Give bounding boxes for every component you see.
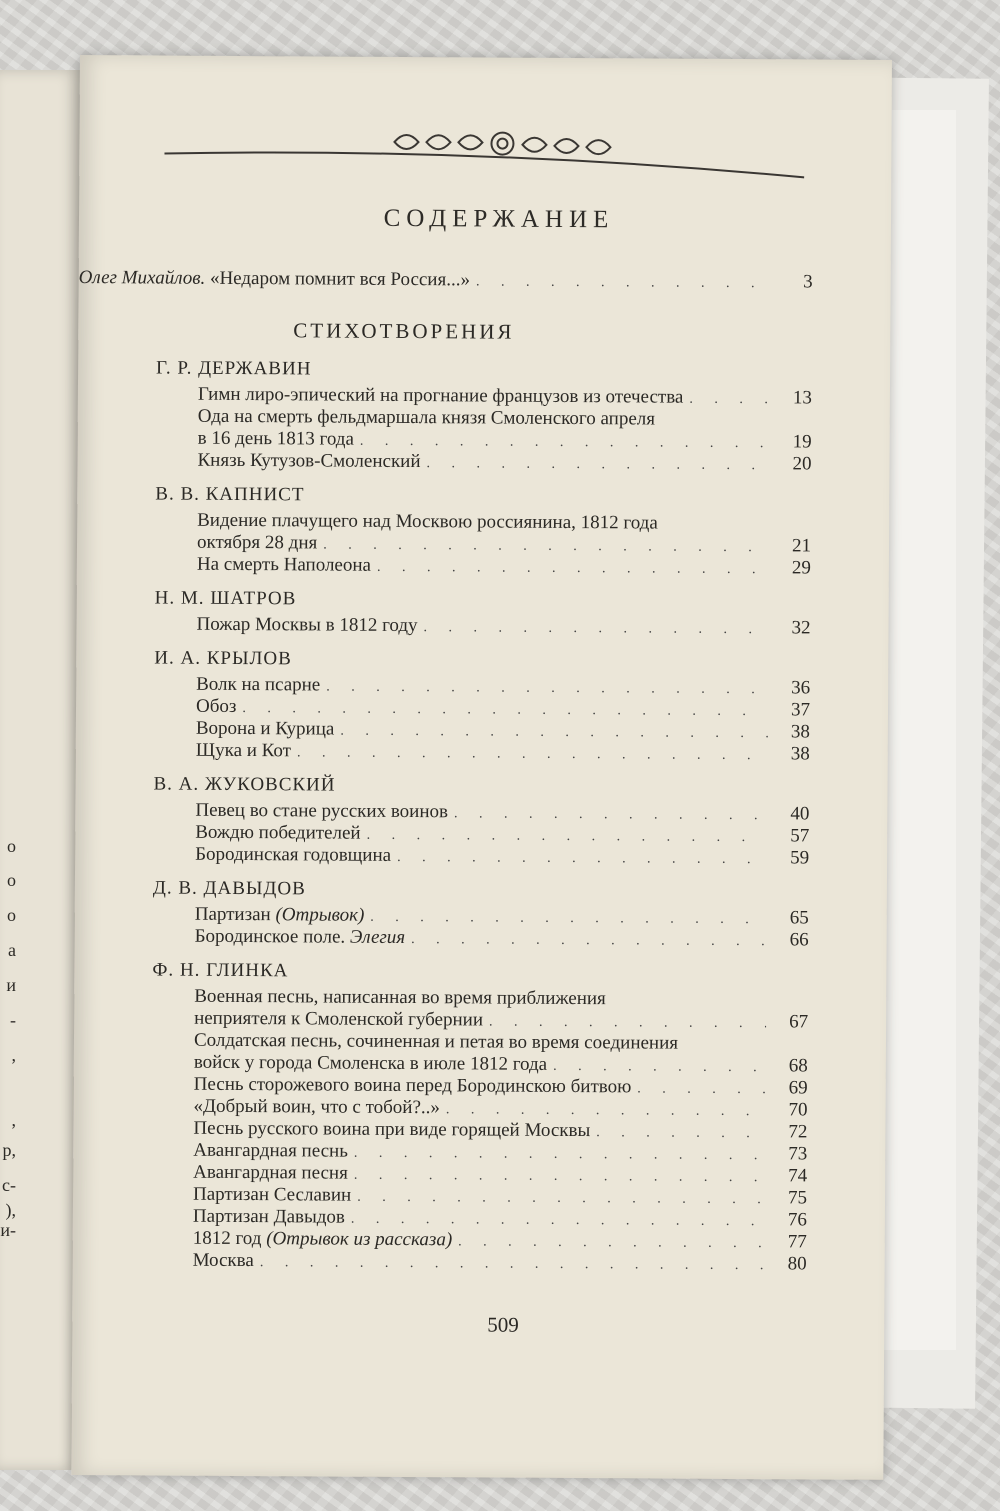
dot-leader — [612, 1004, 766, 1005]
toc-entry-title — [193, 1162, 348, 1185]
toc-entry-title-text: войск у города Смоленска в июле 1812 года — [193, 1051, 548, 1075]
toc-entry-page: 72 — [788, 1121, 808, 1143]
dot-leader — [423, 620, 768, 638]
toc-entry-title-text: Песнь сторожевого воина перед Бородинскою битвою — [193, 1073, 632, 1098]
toc-entry-title-text: Вождю победителей — [195, 821, 361, 844]
toc-entry-title — [193, 1250, 254, 1272]
toc-entry-page: 68 — [788, 1055, 808, 1077]
toc-entry-title — [197, 510, 658, 535]
toc-entry-page: 74 — [788, 1165, 808, 1187]
toc-entry-title — [196, 696, 237, 718]
toc-entry-page: 73 — [788, 1143, 808, 1165]
dot-leader — [357, 1190, 765, 1208]
dot-leader — [354, 1146, 765, 1165]
toc-entry-title-text: Князь Кутузов-Смоленский — [197, 449, 421, 473]
toc-entry-title — [194, 1008, 483, 1032]
dot-leader — [326, 680, 768, 699]
left-page-fragment: , — [11, 1110, 16, 1130]
dot-leader — [553, 1059, 766, 1076]
toc-entry-title-text: Ода на смерть фельдмаршала князя Смоленского апреля — [197, 405, 656, 430]
dot-leader — [426, 456, 769, 474]
toc-entry-page: 70 — [788, 1099, 808, 1121]
author-heading: В. В. КАПНИСТ — [155, 483, 305, 506]
toc-entry-page: 21 — [791, 535, 812, 557]
toc-entry-page: 57 — [790, 825, 810, 847]
intro-entry[interactable] — [79, 267, 813, 293]
toc-entry-page: 29 — [791, 557, 811, 579]
toc-entry-title — [196, 740, 291, 763]
page-number: 509 — [487, 1312, 519, 1337]
toc-entry-title — [198, 406, 655, 431]
toc-entry-title — [195, 844, 391, 867]
toc-entry-title-text: Обоз — [195, 695, 237, 717]
toc-entry-title — [195, 800, 448, 824]
toc-entry-title-text: Видение плачущего над Москвою россиянина, 1812 года — [197, 509, 658, 534]
intro-title: «Недаром помнит вся Россия...» — [209, 267, 471, 291]
toc-entry-title-text: Ворона и Курица — [195, 717, 335, 740]
section-heading: СТИХОТВОРЕНИЯ — [293, 318, 515, 344]
toc-entry-page: 32 — [791, 617, 811, 639]
toc-entry-title-text: Авангардная песнь — [193, 1139, 348, 1162]
left-page-fragment: ), — [5, 1200, 16, 1220]
toc-entry-title — [194, 1052, 547, 1076]
toc-entry-page: 13 — [792, 387, 812, 409]
dot-leader — [360, 434, 770, 453]
left-page-fragment: о — [7, 905, 16, 925]
toc-entry-page: 76 — [787, 1209, 807, 1231]
toc-entry-page: 65 — [789, 907, 809, 929]
dot-leader — [397, 850, 767, 868]
toc-entry-title-text: Певец во стане русских воинов — [195, 799, 449, 823]
toc-entry-title — [193, 1228, 453, 1252]
intro-page: 3 — [803, 271, 813, 293]
toc-entry-title — [193, 1140, 348, 1163]
dot-leader — [661, 425, 770, 426]
toc-entry-title-text: На смерть Наполеона — [196, 553, 372, 576]
dot-leader — [242, 701, 768, 720]
toc-entry-title-text: Партизан Давыдов — [192, 1205, 345, 1228]
dot-leader — [476, 274, 771, 292]
left-page-fragment: а — [8, 940, 16, 960]
toc-entry[interactable] — [193, 1250, 807, 1276]
toc-entry-title-text: Партизан Сеславин — [192, 1183, 352, 1206]
dot-leader — [458, 1234, 765, 1252]
toc-entry-title-text: Волк на псарне — [196, 673, 321, 696]
toc-entry-subtitle: (Отрывок) — [275, 904, 365, 926]
dot-leader — [664, 529, 769, 530]
toc-entry-title — [197, 450, 420, 473]
toc-entry-title — [198, 428, 354, 451]
dot-leader — [354, 1168, 765, 1187]
ornament-divider — [164, 96, 805, 190]
toc-entry-page: 69 — [788, 1077, 808, 1099]
toc-entry-title — [196, 674, 320, 697]
toc-entry-title-text: неприятеля к Смоленской губернии — [194, 1007, 484, 1031]
toc-entry-title-text: «Добрый воин, что с тобой?..» — [193, 1095, 440, 1119]
page-title: СОДЕРЖАНИЕ — [383, 204, 615, 234]
toc-entry-page: 77 — [787, 1231, 807, 1253]
left-page-edge — [0, 70, 80, 1470]
left-page-fragment: , — [11, 1045, 16, 1065]
toc-entry-title-text: в 16 день 1813 года — [197, 427, 355, 450]
toc-entry-page: 38 — [790, 743, 810, 765]
author-heading: И. А. КРЫЛОВ — [154, 647, 292, 670]
toc-entry-page: 40 — [790, 803, 810, 825]
dot-leader — [370, 910, 766, 928]
author-heading: В. А. ЖУКОВСКИЙ — [153, 773, 336, 796]
left-page-fragment: о — [7, 836, 16, 856]
toc-entry-page: 66 — [789, 929, 809, 951]
toc-entry-page: 37 — [790, 699, 811, 721]
dot-leader — [454, 806, 767, 824]
left-page-fragment: - — [10, 1010, 16, 1030]
toc-entry-page: 36 — [791, 677, 811, 699]
toc-entry-page: 38 — [790, 721, 810, 743]
toc-entry-title-text: Солдатская песнь, сочиненная и петая во время соединения — [193, 1029, 679, 1054]
left-page-fragment: и- — [0, 1220, 16, 1240]
toc-entry[interactable] — [197, 450, 811, 476]
toc-entry[interactable] — [196, 614, 810, 640]
dot-leader — [446, 1102, 766, 1120]
toc-entry-page: 75 — [787, 1187, 808, 1209]
dot-leader — [297, 745, 768, 764]
toc-entry-page: 20 — [792, 453, 812, 475]
toc-entry-title-text: Партизан — [194, 903, 271, 926]
left-page-fragment: и — [6, 975, 16, 995]
left-page-fragment: о — [7, 870, 16, 890]
toc-entry-title — [198, 384, 684, 409]
dot-leader — [596, 1125, 765, 1142]
toc-entry-title-text: Гимн лиро-эпический на прогнание французов из отечества — [197, 383, 684, 408]
left-page-fragment: с- — [2, 1175, 16, 1195]
dot-leader — [411, 932, 767, 950]
author-heading: Ф. Н. ГЛИНКА — [152, 959, 289, 982]
toc-entry-title — [193, 1118, 590, 1142]
toc-entry-title — [196, 718, 335, 741]
toc-entry-title — [197, 532, 317, 555]
dot-leader — [377, 560, 769, 578]
toc-entry-page: 67 — [789, 1011, 809, 1033]
toc-entry-title-text: Москва — [192, 1249, 254, 1272]
toc-entry[interactable] — [195, 926, 809, 952]
toc-entry-title — [197, 554, 371, 577]
intro-author: Олег Михайлов. — [78, 266, 206, 289]
toc-entry-subtitle: (Отрывок из рассказа) — [266, 1228, 453, 1251]
toc-entry-title-text: Военная песнь, написанная во время приближения — [194, 985, 606, 1010]
author-heading: Н. М. ШАТРОВ — [154, 587, 297, 610]
toc-entry-title — [193, 1184, 351, 1207]
toc-entry-title — [196, 614, 417, 637]
toc-entry-title — [194, 1030, 678, 1055]
toc-entry-title-text: Авангардная песня — [193, 1161, 348, 1184]
toc-entry-title-text: Щука и Кот — [195, 739, 292, 762]
toc-entry-title — [195, 904, 365, 927]
toc-entry-title — [194, 1096, 440, 1120]
dot-leader — [260, 1255, 765, 1274]
toc-entry-page: 59 — [790, 847, 810, 869]
toc-entry[interactable] — [195, 844, 809, 870]
toc-entry-title-text: Бородинская годовщина — [195, 843, 392, 866]
author-heading: Г. Р. ДЕРЖАВИН — [156, 357, 312, 380]
dot-leader — [689, 392, 770, 408]
toc-entry-title-text: 1812 год — [192, 1227, 262, 1250]
toc-entry-page: 19 — [792, 431, 812, 453]
dot-leader — [367, 828, 768, 846]
left-page-fragment: р, — [2, 1140, 16, 1160]
dot-leader — [637, 1081, 765, 1098]
toc-entry-page: 80 — [787, 1253, 807, 1275]
toc-entry-subtitle: Элегия — [349, 926, 406, 949]
dot-leader — [340, 724, 768, 743]
author-heading: Д. В. ДАВЫДОВ — [152, 877, 306, 900]
dot-leader — [489, 1015, 766, 1033]
toc-entry-title-text: октября 28 дня — [196, 531, 318, 554]
toc-entry-title — [193, 1206, 345, 1229]
dot-leader — [323, 537, 769, 556]
toc-entry[interactable] — [197, 554, 811, 580]
contents-page — [71, 55, 892, 1480]
toc-entry-title — [195, 822, 360, 845]
toc-entry-title-text: Песнь русского воина при виде горящей Москвы — [193, 1117, 591, 1142]
dot-leader — [351, 1212, 765, 1231]
toc-entry[interactable] — [196, 740, 810, 766]
toc-entry-title-text: Пожар Москвы в 1812 году — [196, 613, 418, 637]
toc-entry-title-text: Бородинское поле. — [194, 925, 346, 948]
toc-entry-title — [194, 986, 606, 1011]
toc-entry-title — [195, 926, 406, 949]
toc-entry-title — [194, 1074, 632, 1099]
dot-leader — [684, 1049, 766, 1050]
